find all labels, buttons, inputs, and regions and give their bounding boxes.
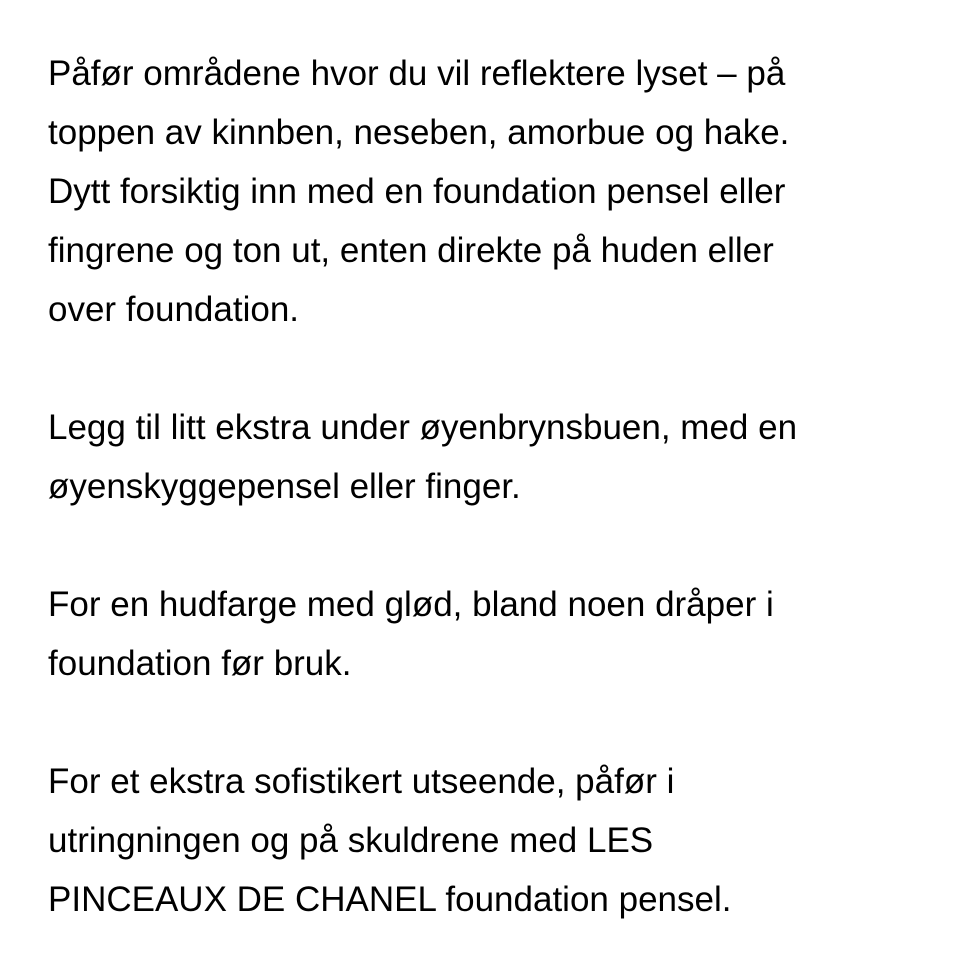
paragraph-glow-tip: For en hudfarge med glød, bland noen dråper i foundation før bruk. <box>48 585 774 683</box>
paragraph-sophisticated-look: For et ekstra sofistikert utseende, påfør i utringningen og på skuldrene med LES PINCEAUX DE CHANEL foundation pensel. <box>48 762 732 919</box>
instructions-text <box>48 44 928 929</box>
paragraph-brow-bone: Legg til litt ekstra under øyenbrynsbuen, med en øyenskyggepensel eller finger. <box>48 408 798 506</box>
paragraph-application-areas: Påfør områdene hvor du vil reflektere lyset – på toppen av kinnben, neseben, amorbue og hake. Dytt forsiktig inn med en foundation pensel eller fingrene og ton ut, enten direkte på huden eller over foundation. <box>48 54 790 329</box>
